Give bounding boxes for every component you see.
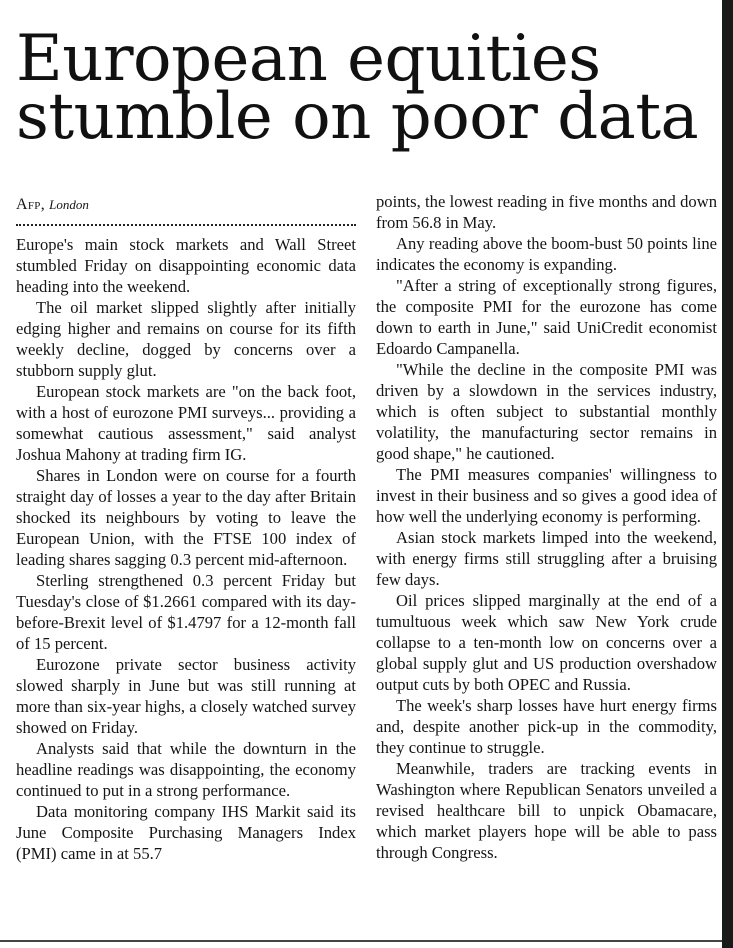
- page-edge-bar: [722, 0, 733, 948]
- dotted-divider: [16, 224, 356, 226]
- byline-agency: Afp,: [16, 196, 45, 213]
- paragraph: points, the lowest reading in five months and down from 56.8 in May.: [376, 192, 717, 232]
- bottom-rule: [0, 940, 722, 942]
- paragraph: Asian stock markets limped into the weekend, with energy firms still struggling after a bruising few days.: [376, 528, 717, 589]
- paragraph: Oil prices slipped marginally at the end of a tumultuous week which saw New York crude collapse to a ten-month low on concerns over a global supply glut and US production overshadow output cuts by both OPEC and Russia.: [376, 591, 717, 694]
- headline-line-1: European equities: [16, 22, 601, 96]
- paragraph: The PMI measures companies' willingness to invest in their business and so gives a good idea of how well the underlying economy is performing.: [376, 465, 717, 526]
- paragraph: The week's sharp losses have hurt energy firms and, despite another pick-up in the commodity, they continue to struggle.: [376, 696, 717, 757]
- paragraph: Eurozone private sector business activity slowed sharply in June but was still running at more than six-year highs, a closely watched survey showed on Friday.: [16, 655, 356, 737]
- byline-city: London: [49, 197, 89, 212]
- paragraph: The oil market slipped slightly after initially edging higher and remains on course for its fifth weekly decline, dogged by concerns over a stubborn supply glut.: [16, 298, 356, 380]
- byline: [16, 193, 356, 214]
- right-column: [376, 191, 717, 863]
- paragraph: Any reading above the boom-bust 50 points line indicates the economy is expanding.: [376, 234, 717, 274]
- headline-line-2: stumble on poor data: [16, 80, 699, 154]
- paragraph: European stock markets are "on the back foot, with a host of eurozone PMI surveys... providing a somewhat cautious assessment," said analyst Joshua Mahony at trading firm IG.: [16, 382, 356, 464]
- paragraph: "While the decline in the composite PMI was driven by a slowdown in the services industry, which is often subject to substantial monthly volatility, the manufacturing sector remains in good shape," he cautioned.: [376, 360, 717, 463]
- paragraph: Data monitoring company IHS Markit said its June Composite Purchasing Managers Index (PMI) came in at 55.7: [16, 802, 356, 863]
- paragraph: Meanwhile, traders are tracking events in Washington where Republican Senators unveiled a revised healthcare bill to unpick Obamacare, which market players hope will be able to pass through Congress.: [376, 759, 717, 862]
- paragraph: Shares in London were on course for a fourth straight day of losses a year to the day after Britain shocked its neighbours by voting to leave the European Union, with the FTSE 100 index of leading shares sagging 0.3 percent mid-afternoon.: [16, 466, 356, 569]
- paragraph: Analysts said that while the downturn in the headline readings was disappointing, the economy continued to put in a strong performance.: [16, 739, 356, 800]
- left-column: [16, 193, 356, 864]
- paragraph: "After a string of exceptionally strong figures, the composite PMI for the eurozone has come down to earth in June," said UniCredit economist Edoardo Campanella.: [376, 276, 717, 358]
- headline: [16, 22, 721, 154]
- paragraph: Sterling strengthened 0.3 percent Friday but Tuesday's close of $1.2661 compared with its day-before-Brexit level of $1.4797 for a 12-month fall of 15 percent.: [16, 571, 356, 653]
- paragraph: Europe's main stock markets and Wall Street stumbled Friday on disappointing economic data heading into the weekend.: [16, 235, 356, 296]
